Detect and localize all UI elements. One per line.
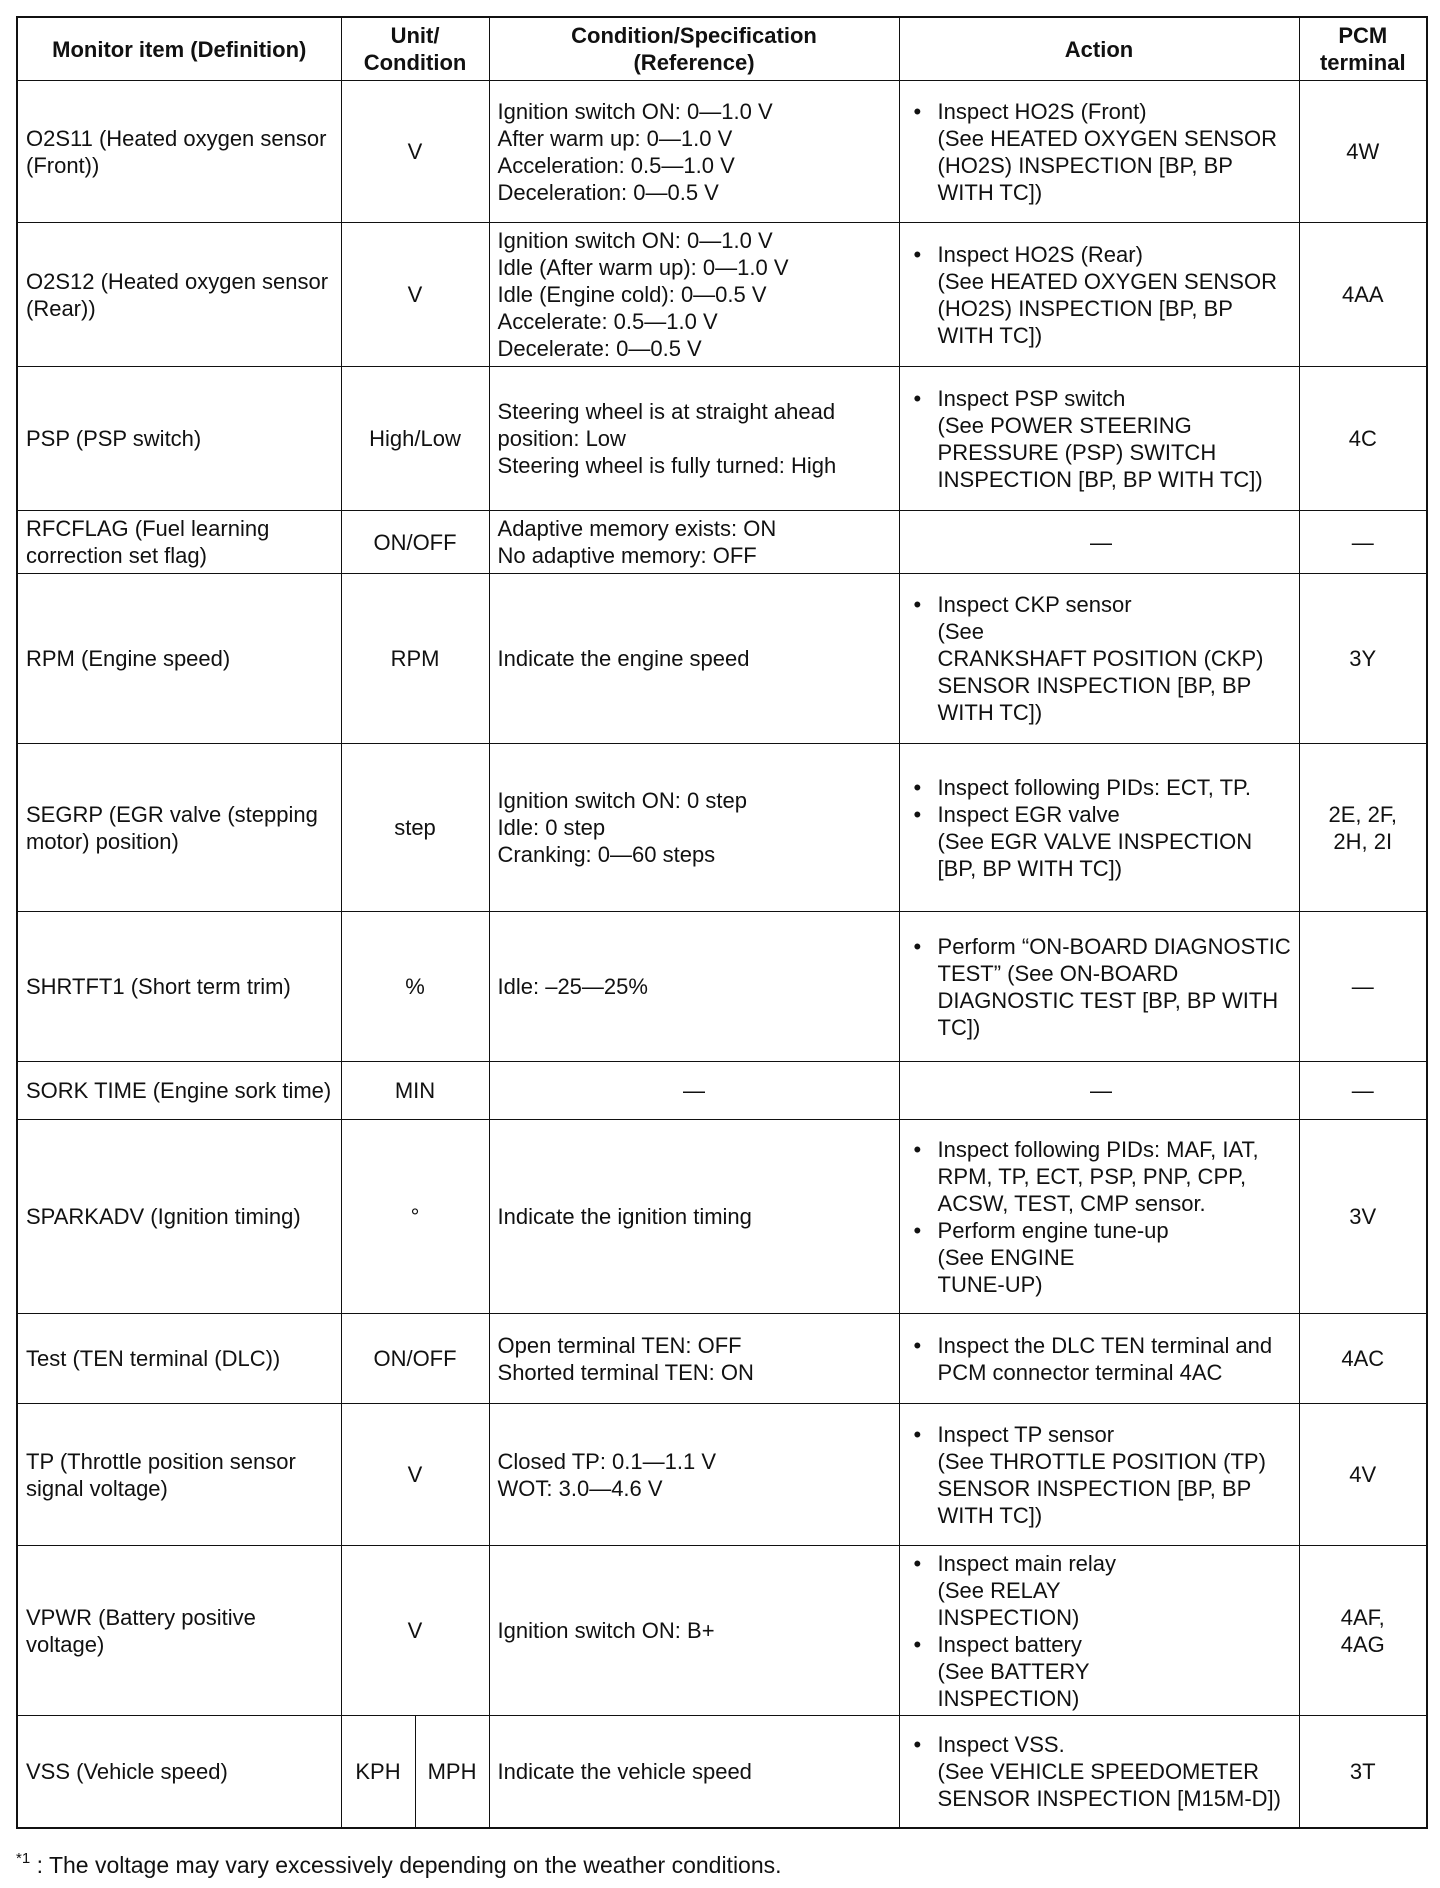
header-condition-specification: Condition/Specification (Reference) (489, 17, 899, 81)
header-pcm-terminal: PCM terminal (1299, 17, 1427, 81)
action-item (910, 591, 1293, 726)
bullet-icon: • (913, 1550, 922, 1576)
action-cell: — (899, 511, 1299, 574)
action-item-text: Inspect PSP switch (See POWER STEERING PRESSURE (PSP) SWITCH INSPECTION [BP, BP WITH TC]) (937, 385, 1263, 492)
action-item (910, 1136, 1293, 1217)
table-row (17, 744, 1427, 912)
action-item (910, 774, 1293, 801)
footnote-mark: *1 (16, 1850, 31, 1867)
pcm-terminal-cell: 3Y (1299, 574, 1427, 744)
action-item (910, 801, 1293, 882)
unit-cell: ° (341, 1120, 489, 1314)
condition-cell: Ignition switch ON: 0—1.0 V After warm up: 0—1.0 V Acceleration: 0.5—1.0 V Deceleration: 0—0.5 V (489, 81, 899, 223)
table-row (17, 223, 1427, 367)
action-item (910, 98, 1293, 206)
action-cell (899, 1314, 1299, 1404)
bullet-icon: • (913, 1136, 922, 1162)
table-row (17, 81, 1427, 223)
action-list (910, 1332, 1293, 1386)
action-list (910, 1421, 1293, 1529)
pcm-terminal-cell: 4V (1299, 1404, 1427, 1546)
pcm-terminal-cell: 3T (1299, 1716, 1427, 1828)
footnote (16, 1852, 782, 1879)
action-cell (899, 1716, 1299, 1828)
action-cell (899, 574, 1299, 744)
action-cell (899, 1120, 1299, 1314)
action-item (910, 1332, 1293, 1386)
action-item-text: Perform “ON-BOARD DIAGNOSTIC TEST” (See ON-BOARD DIAGNOSTIC TEST [BP, BP WITH TC]) (937, 933, 1291, 1040)
unit-cell: V (341, 1404, 489, 1546)
table-row (17, 574, 1427, 744)
action-item (910, 1731, 1293, 1812)
bullet-icon: • (913, 98, 922, 124)
bullet-icon: • (913, 1631, 922, 1657)
monitor-item-cell: O2S12 (Heated oxygen sensor (Rear)) (17, 223, 341, 367)
action-item (910, 241, 1293, 349)
condition-cell: Adaptive memory exists: ON No adaptive memory: OFF (489, 511, 899, 574)
action-item-text: Inspect battery (See BATTERY INSPECTION) (937, 1631, 1090, 1711)
unit-cell: step (341, 744, 489, 912)
pcm-terminal-cell: — (1299, 511, 1427, 574)
unit-cell: V (341, 223, 489, 367)
monitor-item-cell: VPWR (Battery positive voltage) (17, 1546, 341, 1716)
action-item (910, 385, 1293, 493)
unit-cell: MIN (341, 1062, 489, 1120)
action-item (910, 1421, 1293, 1529)
unit-cell: ON/OFF (341, 1314, 489, 1404)
action-list (910, 1550, 1293, 1712)
action-cell (899, 912, 1299, 1062)
pcm-terminal-cell: — (1299, 912, 1427, 1062)
bullet-icon: • (913, 241, 922, 267)
action-list (910, 933, 1293, 1041)
table-row (17, 1546, 1427, 1716)
header-unit-condition: Unit/ Condition (341, 17, 489, 81)
action-item-text: Inspect main relay (See RELAY INSPECTION) (937, 1550, 1117, 1630)
unit-cell: ON/OFF (341, 511, 489, 574)
footnote-text: : The voltage may vary excessively depending on the weather conditions. (36, 1852, 782, 1878)
condition-cell: — (489, 1062, 899, 1120)
action-item-text: Inspect the DLC TEN terminal and PCM connector terminal 4AC (937, 1332, 1273, 1385)
monitor-item-cell: SEGRP (EGR valve (stepping motor) position) (17, 744, 341, 912)
condition-cell: Open terminal TEN: OFF Shorted terminal TEN: ON (489, 1314, 899, 1404)
monitor-item-cell: Test (TEN terminal (DLC)) (17, 1314, 341, 1404)
monitor-item-cell: SORK TIME (Engine sork time) (17, 1062, 341, 1120)
spec-table-sheet (16, 16, 1426, 1829)
action-cell: — (899, 1062, 1299, 1120)
condition-cell: Indicate the engine speed (489, 574, 899, 744)
condition-cell: Ignition switch ON: 0 step Idle: 0 step Cranking: 0—60 steps (489, 744, 899, 912)
action-item-text: Inspect EGR valve (See EGR VALVE INSPECTION [BP, BP WITH TC]) (937, 801, 1253, 881)
action-item (910, 1217, 1293, 1298)
action-list (910, 1136, 1293, 1298)
action-list (910, 98, 1293, 206)
monitor-item-cell: SHRTFT1 (Short term trim) (17, 912, 341, 1062)
table-row (17, 912, 1427, 1062)
bullet-icon: • (913, 933, 922, 959)
bullet-icon: • (913, 1731, 922, 1757)
bullet-icon: • (913, 774, 922, 800)
condition-cell: Steering wheel is at straight ahead position: Low Steering wheel is fully turned: High (489, 367, 899, 511)
condition-cell: Ignition switch ON: B+ (489, 1546, 899, 1716)
pcm-terminal-cell: 4AA (1299, 223, 1427, 367)
action-item-text: Inspect VSS. (See VEHICLE SPEEDOMETER SENSOR INSPECTION [M15M-D]) (937, 1731, 1281, 1811)
monitor-item-cell: SPARKADV (Ignition timing) (17, 1120, 341, 1314)
action-item-text: Inspect CKP sensor (See CRANKSHAFT POSITION (CKP) SENSOR INSPECTION [BP, BP WITH TC]) (937, 592, 1264, 725)
action-item-text: Inspect following PIDs: ECT, TP. (937, 774, 1251, 800)
monitor-item-cell: TP (Throttle position sensor signal voltage) (17, 1404, 341, 1546)
condition-cell: Indicate the vehicle speed (489, 1716, 899, 1828)
bullet-icon: • (913, 1332, 922, 1358)
unit-cell: RPM (341, 574, 489, 744)
header-monitor-item: Monitor item (Definition) (17, 17, 341, 81)
action-cell (899, 223, 1299, 367)
pcm-terminal-cell: 4W (1299, 81, 1427, 223)
condition-cell: Ignition switch ON: 0—1.0 V Idle (After warm up): 0—1.0 V Idle (Engine cold): 0—0.5 V Accelerate: 0.5—1.0 V Decelerate: 0—0.5 V (489, 223, 899, 367)
action-cell (899, 81, 1299, 223)
monitor-item-table (16, 16, 1428, 1829)
action-list (910, 591, 1293, 726)
monitor-item-cell: RPM (Engine speed) (17, 574, 341, 744)
table-row (17, 1062, 1427, 1120)
condition-cell: Indicate the ignition timing (489, 1120, 899, 1314)
monitor-item-cell: VSS (Vehicle speed) (17, 1716, 341, 1828)
monitor-item-cell: O2S11 (Heated oxygen sensor (Front)) (17, 81, 341, 223)
pcm-terminal-cell: 4AF, 4AG (1299, 1546, 1427, 1716)
action-item-text: Inspect following PIDs: MAF, IAT, RPM, TP, ECT, PSP, PNP, CPP, ACSW, TEST, CMP sensor. (937, 1136, 1259, 1216)
action-item-text: Inspect HO2S (Front) (See HEATED OXYGEN SENSOR (HO2S) INSPECTION [BP, BP WITH TC]) (937, 98, 1277, 205)
bullet-icon: • (913, 1421, 922, 1447)
pcm-terminal-cell: — (1299, 1062, 1427, 1120)
action-cell (899, 744, 1299, 912)
monitor-item-cell: RFCFLAG (Fuel learning correction set flag) (17, 511, 341, 574)
table-body (17, 81, 1427, 1828)
bullet-icon: • (913, 385, 922, 411)
table-header-row (17, 17, 1427, 81)
table-row (17, 1314, 1427, 1404)
action-list (910, 241, 1293, 349)
action-item-text: Perform engine tune-up (See ENGINE TUNE-UP) (937, 1217, 1169, 1297)
pcm-terminal-cell: 3V (1299, 1120, 1427, 1314)
action-cell (899, 1546, 1299, 1716)
condition-cell: Idle: –25—25% (489, 912, 899, 1062)
header-action: Action (899, 17, 1299, 81)
action-list (910, 774, 1293, 882)
unit-cell-mph: MPH (415, 1716, 489, 1828)
action-item (910, 1631, 1293, 1712)
unit-cell: High/Low (341, 367, 489, 511)
unit-cell: V (341, 1546, 489, 1716)
condition-cell: Closed TP: 0.1—1.1 V WOT: 3.0—4.6 V (489, 1404, 899, 1546)
pcm-terminal-cell: 4AC (1299, 1314, 1427, 1404)
pcm-terminal-cell: 4C (1299, 367, 1427, 511)
action-list (910, 1731, 1293, 1812)
action-item-text: Inspect HO2S (Rear) (See HEATED OXYGEN SENSOR (HO2S) INSPECTION [BP, BP WITH TC]) (937, 241, 1277, 348)
unit-cell: V (341, 81, 489, 223)
table-row (17, 1716, 1427, 1828)
table-row (17, 367, 1427, 511)
bullet-icon: • (913, 592, 922, 617)
table-row (17, 511, 1427, 574)
table-row (17, 1404, 1427, 1546)
action-item (910, 933, 1293, 1041)
pcm-terminal-cell: 2E, 2F, 2H, 2I (1299, 744, 1427, 912)
action-item-text: Inspect TP sensor (See THROTTLE POSITION (TP) SENSOR INSPECTION [BP, BP WITH TC]) (937, 1421, 1266, 1528)
action-cell (899, 1404, 1299, 1546)
action-cell (899, 367, 1299, 511)
monitor-item-cell: PSP (PSP switch) (17, 367, 341, 511)
bullet-icon: • (913, 1217, 922, 1243)
table-row (17, 1120, 1427, 1314)
action-item (910, 1550, 1293, 1631)
action-list (910, 385, 1293, 493)
unit-cell-kph: KPH (341, 1716, 415, 1828)
unit-cell: % (341, 912, 489, 1062)
bullet-icon: • (913, 801, 922, 827)
